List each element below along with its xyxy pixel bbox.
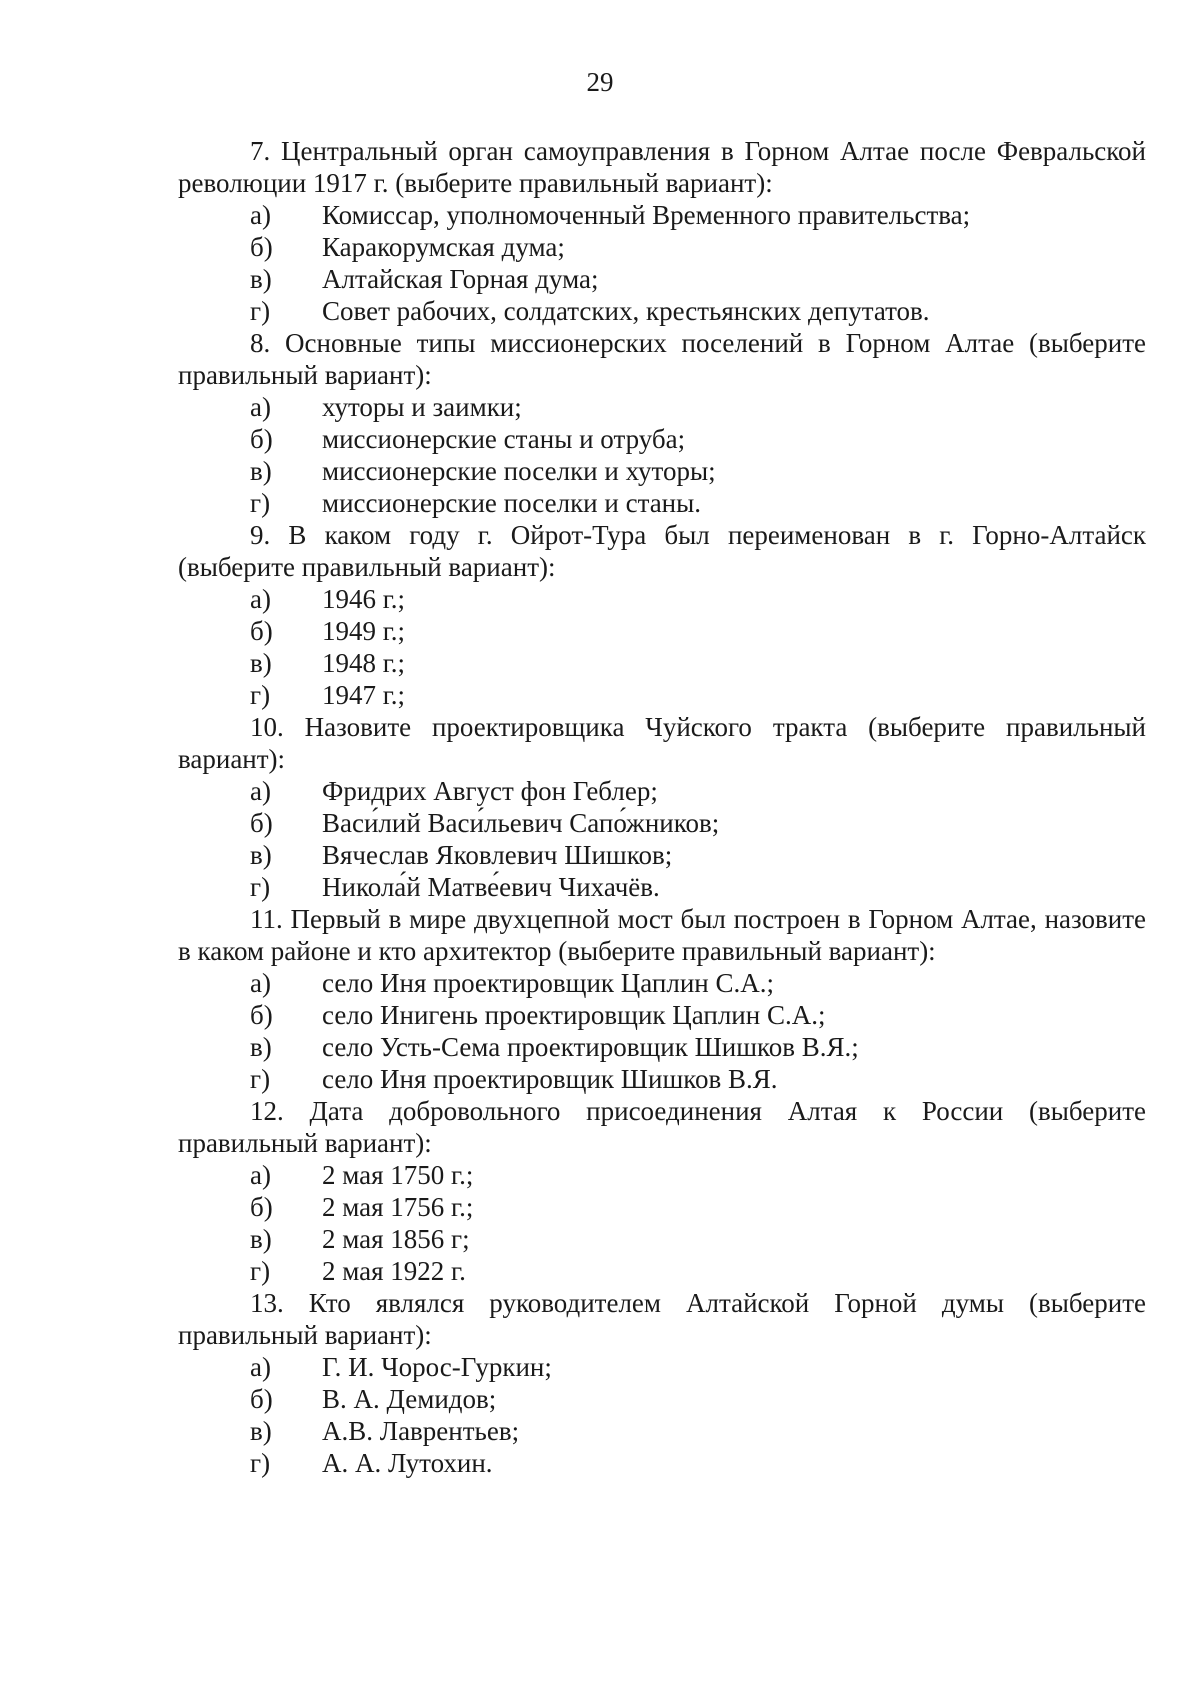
option-text: миссионерские станы и отруба;	[322, 424, 686, 454]
option-letter: а)	[250, 200, 271, 230]
answer-option	[178, 1063, 1146, 1095]
questions-list	[178, 135, 1146, 1479]
answer-option	[178, 1415, 1146, 1447]
option-letter: б)	[250, 232, 273, 262]
answer-option	[178, 647, 1146, 679]
question-block	[178, 1095, 1146, 1287]
option-letter: в)	[250, 1032, 272, 1062]
answer-option	[178, 967, 1146, 999]
option-letter: б)	[250, 616, 273, 646]
question-block	[178, 711, 1146, 903]
answer-option	[178, 1191, 1146, 1223]
answer-option	[178, 871, 1146, 903]
option-text: Комиссар, уполномоченный Временного правительства;	[322, 200, 971, 230]
option-letter: а)	[250, 968, 271, 998]
option-letter: б)	[250, 808, 273, 838]
answer-option	[178, 231, 1146, 263]
option-text: Г. И. Чорос-Гуркин;	[322, 1352, 552, 1382]
question-text: 11. Первый в мире двухцепной мост был построен в Горном Алтае, назовите в каком районе и кто архитектор (выберите правильный вариант):	[178, 904, 1146, 966]
question-block	[178, 327, 1146, 519]
option-text: Каракорумская дума;	[322, 232, 565, 262]
option-letter: а)	[250, 392, 271, 422]
answer-option	[178, 615, 1146, 647]
option-letter: г)	[250, 296, 271, 326]
option-letter: в)	[250, 1224, 272, 1254]
option-text: 1947 г.;	[322, 680, 406, 710]
answer-option	[178, 391, 1146, 423]
answer-option	[178, 487, 1146, 519]
answer-option	[178, 295, 1146, 327]
question-text: 13. Кто являлся руководителем Алтайской Горной думы (выберите правильный вариант):	[178, 1288, 1146, 1350]
option-letter: б)	[250, 1192, 273, 1222]
option-text: Никола́й Матве́евич Чихачёв.	[322, 872, 660, 902]
option-text: 2 мая 1922 г.	[322, 1256, 466, 1286]
option-letter: б)	[250, 1000, 273, 1030]
question-text: 12. Дата добровольного присоединения Алтая к России (выберите правильный вариант):	[178, 1096, 1146, 1158]
option-letter: б)	[250, 424, 273, 454]
answer-option	[178, 1255, 1146, 1287]
answer-option	[178, 807, 1146, 839]
option-text: Совет рабочих, солдатских, крестьянских депутатов.	[322, 296, 930, 326]
page-number: 29	[586, 67, 614, 97]
answer-option	[178, 1383, 1146, 1415]
answer-option	[178, 423, 1146, 455]
option-letter: а)	[250, 1352, 271, 1382]
option-text: село Усть-Сема проектировщик Шишков В.Я.;	[322, 1032, 859, 1062]
answer-option	[178, 1351, 1146, 1383]
option-letter: г)	[250, 1448, 271, 1478]
option-text: 2 мая 1750 г.;	[322, 1160, 474, 1190]
answer-option	[178, 1223, 1146, 1255]
option-letter: г)	[250, 488, 271, 518]
option-text: Фридрих Август фон Геблер;	[322, 776, 658, 806]
answer-option	[178, 999, 1146, 1031]
option-text: Вячеслав Яковлевич Шишков;	[322, 840, 673, 870]
answer-option	[178, 583, 1146, 615]
option-text: В. А. Демидов;	[322, 1384, 497, 1414]
option-letter: а)	[250, 584, 271, 614]
option-letter: в)	[250, 1416, 272, 1446]
option-letter: г)	[250, 1064, 271, 1094]
question-block	[178, 903, 1146, 1095]
option-text: 2 мая 1856 г;	[322, 1224, 470, 1254]
option-text: село Иня проектировщик Шишков В.Я.	[322, 1064, 778, 1094]
option-letter: в)	[250, 648, 272, 678]
question-block	[178, 519, 1146, 711]
question-block	[178, 135, 1146, 327]
option-letter: а)	[250, 1160, 271, 1190]
option-text: 1949 г.;	[322, 616, 406, 646]
option-text: миссионерские поселки и станы.	[322, 488, 702, 518]
option-letter: б)	[250, 1384, 273, 1414]
option-text: А.В. Лаврентьев;	[322, 1416, 520, 1446]
option-letter: г)	[250, 680, 271, 710]
answer-option	[178, 1031, 1146, 1063]
option-letter: г)	[250, 1256, 271, 1286]
option-text: Алтайская Горная дума;	[322, 264, 599, 294]
option-text: хуторы и заимки;	[322, 392, 522, 422]
option-letter: а)	[250, 776, 271, 806]
answer-option	[178, 679, 1146, 711]
answer-option	[178, 839, 1146, 871]
answer-option	[178, 263, 1146, 295]
option-letter: в)	[250, 264, 272, 294]
answer-option	[178, 1447, 1146, 1479]
question-text: 10. Назовите проектировщика Чуйского тракта (выберите правильный вариант):	[178, 712, 1146, 774]
option-text: миссионерские поселки и хуторы;	[322, 456, 716, 486]
question-text: 7. Центральный орган самоуправления в Горном Алтае после Февральской революции 1917 г. (выберите правильный вариант):	[178, 136, 1146, 198]
option-letter: в)	[250, 840, 272, 870]
option-text: село Инигень проектировщик Цаплин С.А.;	[322, 1000, 826, 1030]
answer-option	[178, 775, 1146, 807]
option-letter: в)	[250, 456, 272, 486]
option-text: село Иня проектировщик Цаплин С.А.;	[322, 968, 774, 998]
question-text: 8. Основные типы миссионерских поселений в Горном Алтае (выберите правильный вариант):	[178, 328, 1146, 390]
answer-option	[178, 199, 1146, 231]
option-letter: г)	[250, 872, 271, 902]
option-text: 1948 г.;	[322, 648, 406, 678]
answer-option	[178, 1159, 1146, 1191]
option-text: Васи́лий Васи́льевич Сапо́жников;	[322, 808, 720, 838]
option-text: 2 мая 1756 г.;	[322, 1192, 474, 1222]
option-text: 1946 г.;	[322, 584, 406, 614]
answer-option	[178, 455, 1146, 487]
question-text: 9. В каком году г. Ойрот-Тура был переименован в г. Горно-Алтайск (выберите правильный вариант):	[178, 520, 1146, 582]
question-block	[178, 1287, 1146, 1479]
option-text: А. А. Лутохин.	[322, 1448, 493, 1478]
